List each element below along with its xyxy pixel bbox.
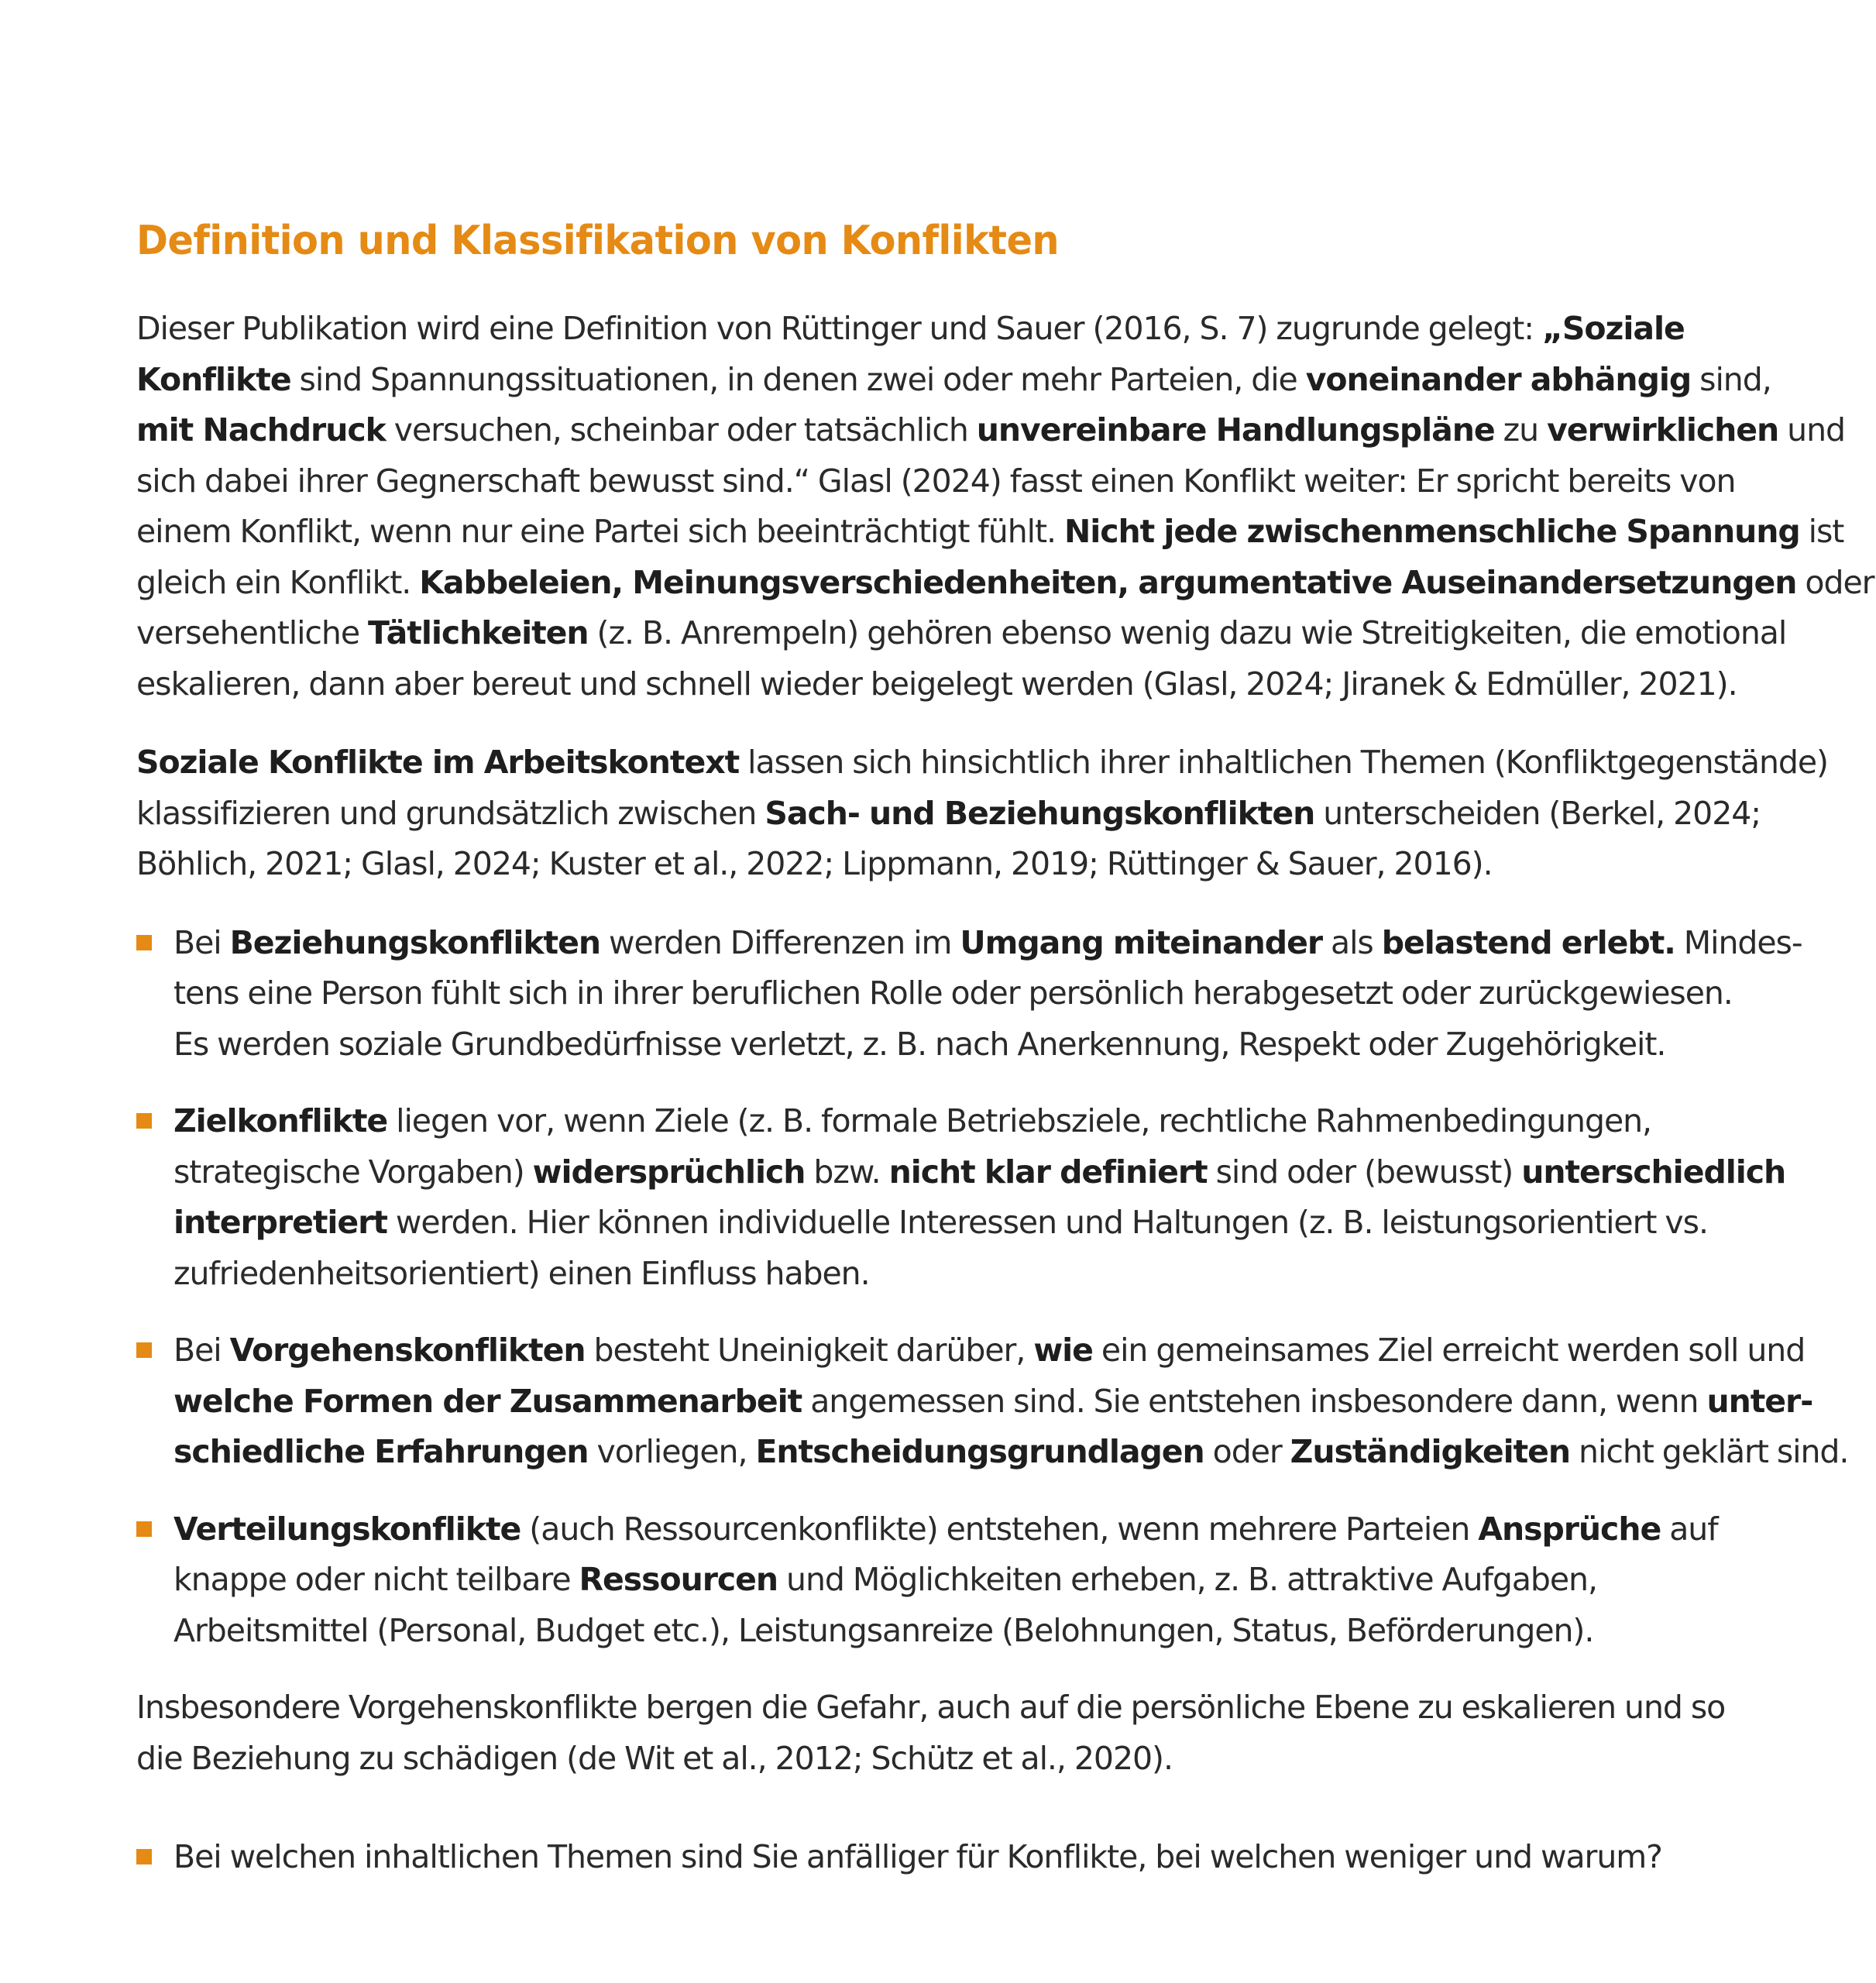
section-heading: Definition und Klassifikation von Konflikten (136, 218, 1059, 264)
square-bullet-icon (136, 1521, 152, 1537)
square-bullet-icon (136, 935, 152, 950)
list-item-verteilungskonflikte: Verteilungskonflikte (auch Ressourcenkonflikte) entstehen, wenn mehrere Parteien Ansprüche auf knappe oder nicht teilbare Ressourcen und Möglichkeiten erheben, z. B. attraktive Aufgaben, Arbeitsmittel (Personal, Budget etc.), Leistungsanreize (Belohnungen, Status, Beförderungen). (136, 1504, 1786, 1657)
list-item-vorgehenskonflikte: Bei Vorgehenskonflikten besteht Uneinigkeit darüber, wie ein gemeinsames Ziel erreicht werden soll und welche Formen der Zusammenarbeit angemessen sind. Sie entstehen insbesondere dann, wenn unter- schiedliche Erfahrungen vorliegen, Entscheidungsgrundlagen oder Zuständigkeiten nicht geklärt sind. (136, 1325, 1786, 1478)
reflection-question-list (136, 1832, 1786, 1883)
classification-paragraph: Soziale Konflikte im Arbeitskontext lassen sich hinsichtlich ihrer inhaltlichen Themen (Konfliktgegenstände) klassifizieren und grundsätzlich zwischen Sach- und Beziehungskonflikten unterscheiden (Berkel, 2024; Böhlich, 2021; Glasl, 2024; Kuster et al., 2022; Lippmann, 2019; Rüttinger & Sauer, 2016). (136, 744, 1829, 882)
reflection-question: Bei welchen inhaltlichen Themen sind Sie anfälliger für Konflikte, bei welchen weniger und warum? (136, 1832, 1786, 1883)
page-content (136, 214, 1874, 1909)
definition-paragraph: Dieser Publikation wird eine Definition von Rüttinger und Sauer (2016, S. 7) zugrunde gelegt: „Soziale Konflikte sind Spannungssituationen, in denen zwei oder mehr Parteien, die voneinander abhängig sind, mit Nachdruck versuchen, scheinbar oder tatsächlich unvereinbare Handlungspläne zu verwirklichen und sich dabei ihrer Gegnerschaft bewusst sind.“ Glasl (2024) fasst einen Konflikt weiter: Er spricht bereits von einem Konflikt, wenn nur eine Partei sich beeinträchtigt fühlt. Nicht jede zwischenmenschliche Spannung ist gleich ein Konflikt. Kabbeleien, Meinungsverschiedenheiten, argumentative Auseinandersetzungen oder versehentliche Tätlichkeiten (z. B. Anrempeln) gehören ebenso wenig dazu wie Streitigkeiten, die emotional eskalieren, dann aber bereut und schnell wieder beigelegt werden (Glasl, 2024; Jiranek & Edmüller, 2021). (136, 310, 1874, 703)
square-bullet-icon (136, 1849, 152, 1864)
square-bullet-icon (136, 1113, 152, 1129)
list-item-zielkonflikte: Zielkonflikte liegen vor, wenn Ziele (z. B. formale Betriebsziele, rechtliche Rahmenbedingungen, strategische Vorgaben) widersprüchlich bzw. nicht klar definiert sind oder (bewusst) unterschiedlich interpretiert werden. Hier können individuelle Interessen und Haltungen (z. B. leistungsorientiert vs. zufriedenheitsorientiert) einen Einfluss haben. (136, 1096, 1786, 1299)
closing-paragraph: Insbesondere Vorgehenskonflikte bergen die Gefahr, auch auf die persönliche Ebene zu eskalieren und so die Beziehung zu schädigen (de Wit et al., 2012; Schütz et al., 2020). (136, 1689, 1726, 1777)
list-item-beziehungskonflikte: Bei Beziehungskonflikten werden Differenzen im Umgang miteinander als belastend erlebt. Mindes- tens eine Person fühlt sich in ihrer beruflichen Rolle oder persönlich herabgesetzt oder zurückgewiesen. Es werden soziale Grundbedürfnisse verletzt, z. B. nach Anerkennung, Respekt oder Zugehörigkeit. (136, 918, 1786, 1071)
conflict-type-list (136, 918, 1849, 1657)
square-bullet-icon (136, 1342, 152, 1358)
